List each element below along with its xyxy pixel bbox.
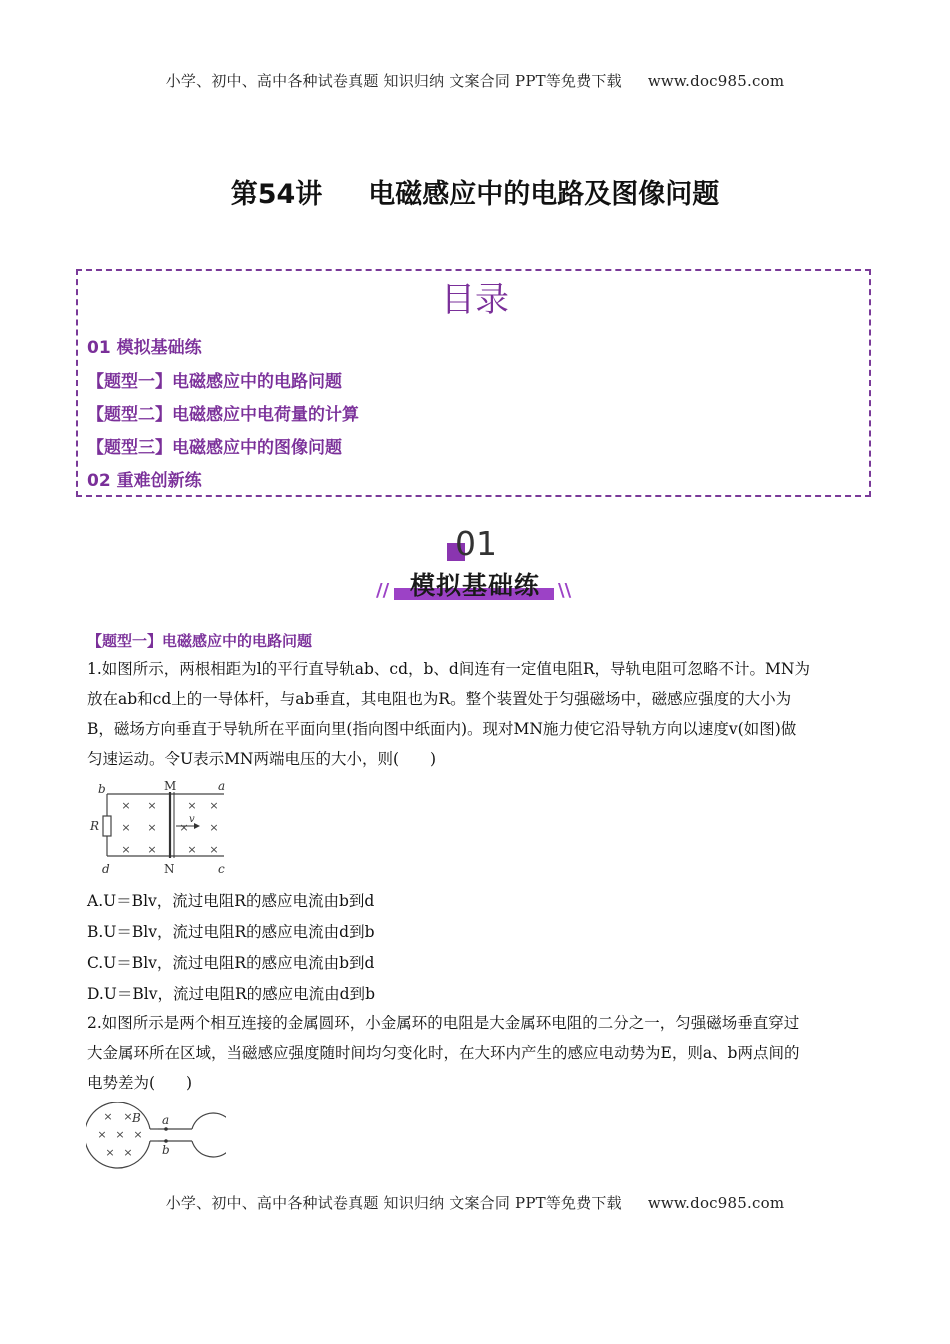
page-title — [0, 172, 950, 211]
toc-item-practice-basic[interactable]: 01 模拟基础练 — [87, 338, 202, 358]
svg-text:×: × — [209, 799, 219, 812]
resistor-icon — [103, 816, 111, 836]
q2-rings-figure — [86, 1102, 226, 1172]
svg-text:d: d — [102, 862, 110, 876]
q1-stem — [87, 654, 864, 774]
svg-text:×: × — [209, 843, 219, 856]
svg-text:×: × — [133, 1128, 143, 1141]
q1-circuit-figure — [86, 778, 236, 880]
toc-item-practice-advanced[interactable]: 02 重难创新练 — [87, 471, 202, 491]
toc-item-type-2[interactable]: 【题型二】电磁感应中电荷量的计算 — [87, 405, 359, 425]
svg-text:×: × — [187, 843, 197, 856]
header-text: 小学、初中、高中各种试卷真题 知识归纳 文案合同 PPT等免费下载 — [165, 72, 622, 90]
footer-url: www.doc985.com — [647, 1194, 785, 1212]
page-header — [0, 70, 950, 91]
svg-text:×: × — [121, 821, 131, 834]
q1-option-b[interactable]: B.U＝Blv，流过电阻R的感应电流由d到b — [87, 923, 375, 941]
footer-text: 小学、初中、高中各种试卷真题 知识归纳 文案合同 PPT等免费下载 — [165, 1194, 622, 1212]
q1-line-1: 1.如图所示，两根相距为l的平行直导轨ab、cd，b、d间连有一定值电阻R，导轨电阻可忽略不计。MN为 — [87, 660, 810, 678]
toc-item-type-3[interactable]: 【题型三】电磁感应中的图像问题 — [87, 438, 342, 458]
svg-text:×: × — [121, 799, 131, 812]
header-url: www.doc985.com — [647, 72, 785, 90]
svg-text:×: × — [103, 1110, 113, 1123]
svg-text:×: × — [187, 799, 197, 812]
svg-text:×: × — [147, 799, 157, 812]
svg-text:b: b — [162, 1143, 170, 1157]
svg-text:×: × — [123, 1146, 133, 1159]
svg-text:×: × — [147, 821, 157, 834]
q1-option-c[interactable]: C.U＝Blv，流过电阻R的感应电流由b到d — [87, 954, 375, 972]
svg-text:a: a — [218, 779, 226, 793]
svg-text:×: × — [179, 821, 189, 834]
q1-line-3: B，磁场方向垂直于导轨所在平面向里(指向图中纸面内)。现对MN施力使它沿导轨方向以速度v(如图)做 — [87, 720, 797, 738]
q1-line-2: 放在ab和cd上的一导体杆，与ab垂直，其电阻也为R。整个装置处于匀强磁场中，磁感应强度的大小为 — [87, 690, 792, 708]
badge-title: 模拟基础练 — [409, 571, 540, 600]
q1-option-d[interactable]: D.U＝Blv，流过电阻R的感应电流由d到b — [87, 985, 375, 1003]
point-a — [164, 1127, 168, 1131]
svg-text:×: × — [105, 1146, 115, 1159]
toc-item-type-1[interactable]: 【题型一】电磁感应中的电路问题 — [87, 372, 342, 392]
svg-text:×: × — [147, 843, 157, 856]
lecture-number: 第54讲 — [230, 179, 323, 210]
svg-text:a: a — [162, 1113, 170, 1127]
page-footer — [0, 1192, 950, 1213]
badge-slash-right: \\ — [558, 580, 572, 601]
q2-line-2: 大金属环所在区域，当磁感应强度随时间均匀变化时，在大环内产生的感应电动势为E，则a、b两点间的 — [87, 1044, 800, 1062]
svg-text:b: b — [98, 782, 106, 796]
badge-slash-left: // — [376, 580, 390, 601]
q1-line-4: 匀速运动。令U表示MN两端电压的大小，则( ) — [87, 750, 437, 768]
section-label: 【题型一】电磁感应中的电路问题 — [87, 632, 313, 650]
velocity-arrow-head — [194, 823, 200, 829]
lecture-topic: 电磁感应中的电路及图像问题 — [368, 179, 720, 210]
q2-line-3: 电势差为( ) — [87, 1074, 193, 1092]
q2-line-1: 2.如图所示是两个相互连接的金属圆环，小金属环的电阻是大金属环电阻的二分之一，匀强磁场垂直穿过 — [87, 1014, 800, 1032]
svg-text:×: × — [209, 821, 219, 834]
svg-text:×: × — [123, 1110, 133, 1123]
q1-option-a[interactable]: A.U＝Blv，流过电阻R的感应电流由b到d — [87, 892, 375, 910]
badge-number: 01 — [455, 524, 497, 563]
svg-text:×: × — [115, 1128, 125, 1141]
toc-heading: 目录 — [441, 280, 509, 320]
q2-stem — [87, 1008, 864, 1098]
small-ring — [192, 1113, 226, 1157]
svg-text:×: × — [121, 843, 131, 856]
svg-text:v: v — [189, 814, 195, 825]
svg-text:×: × — [97, 1128, 107, 1141]
svg-text:M: M — [164, 779, 177, 793]
svg-text:R: R — [90, 819, 100, 833]
svg-text:B: B — [132, 1111, 141, 1125]
svg-text:N: N — [164, 862, 175, 876]
svg-text:c: c — [218, 862, 225, 876]
